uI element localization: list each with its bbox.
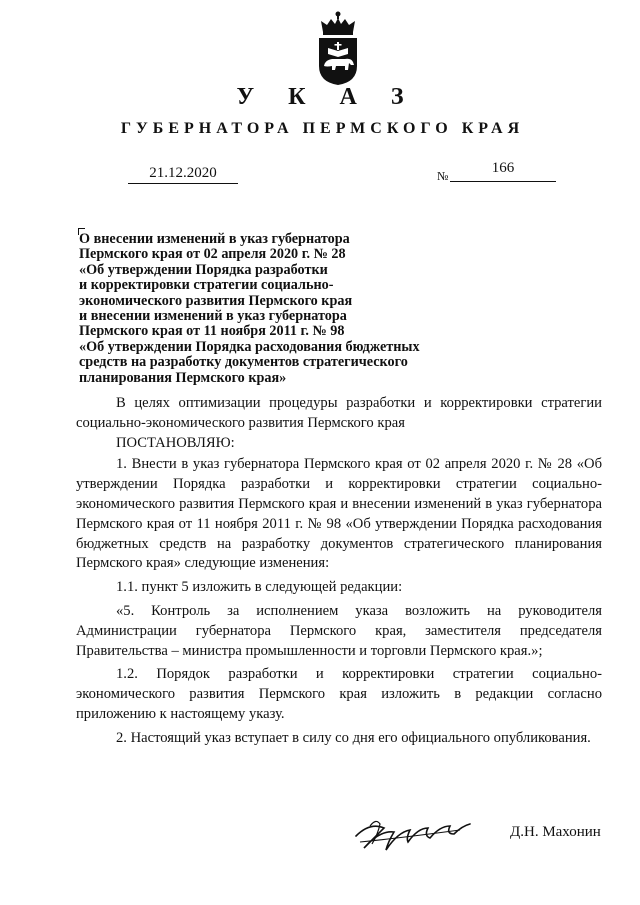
- heading-line: и внесении изменений в указ губернатора: [79, 308, 347, 325]
- intro-paragraph: В целях оптимизации процедуры разработки и корректировки стратегии социально-экономического развития Пермского края: [76, 395, 602, 431]
- item-2-paragraph: 2. Настоящий указ вступает в силу со дня его официального опубликования.: [116, 729, 591, 746]
- signatory-name: Д.Н. Махонин: [510, 824, 601, 840]
- coat-of-arms-icon: [312, 10, 364, 86]
- heading-line: О внесении изменений в указ губернатора: [79, 231, 350, 247]
- item-1-paragraph: 1. Внести в указ губернатора Пермского края от 02 апреля 2020 г. № 28 «Об утверждении Порядка разработки и корректировки стратегии социально-экономического развития Пермского края и внесении изменений в указ губернатора Пермского края от 11 ноября 2011 г. № 98 «Об утверждении Порядка расходования бюджетных средств на разработку документов стратегического планирования Пермского края» следующие изменения:: [76, 456, 602, 572]
- heading-line: Пермского края от 02 апреля 2020 г. № 28: [79, 246, 346, 263]
- decree-body: [76, 394, 602, 749]
- signature-icon: [350, 808, 475, 858]
- issuer-title: ГУБЕРНАТОРА ПЕРМСКОГО КРАЯ: [120, 120, 525, 137]
- heading-line: экономического развития Пермского края: [79, 292, 353, 309]
- item-1-1-paragraph: 1.1. пункт 5 изложить в следующей редакции:: [116, 579, 403, 596]
- heading-line: «Об утверждении Порядка расходования бюджетных: [79, 338, 420, 355]
- item-1-1-quote: «5. Контроль за исполнением указа возложить на руководителя Администрации губернатора Пермского края, заместителя председателя Правительства – министра промышленности и торговли Пермского края.»;: [76, 602, 602, 659]
- decree-date: 21.12.2020: [128, 163, 238, 184]
- decree-heading: [79, 232, 499, 386]
- decree-word: ПОСТАНОВЛЯЮ:: [116, 434, 235, 451]
- heading-line: планирования Пермского края»: [79, 369, 287, 386]
- heading-line: Пермского края от 11 ноября 2011 г. № 98: [79, 323, 345, 340]
- decree-number: 166: [450, 159, 556, 182]
- heading-line: «Об утверждении Порядка разработки: [79, 261, 328, 278]
- document-title: У К А З: [236, 84, 418, 110]
- heading-line: средств на разработку документов стратегического: [79, 354, 408, 371]
- number-label: №: [437, 169, 449, 183]
- heading-line: и корректировки стратегии социально-: [79, 277, 334, 294]
- item-1-2-paragraph: 1.2. Порядок разработки и корректировки стратегии социально-экономического развития Пермского края изложить в редакции согласно приложению к настоящему указу.: [76, 666, 602, 722]
